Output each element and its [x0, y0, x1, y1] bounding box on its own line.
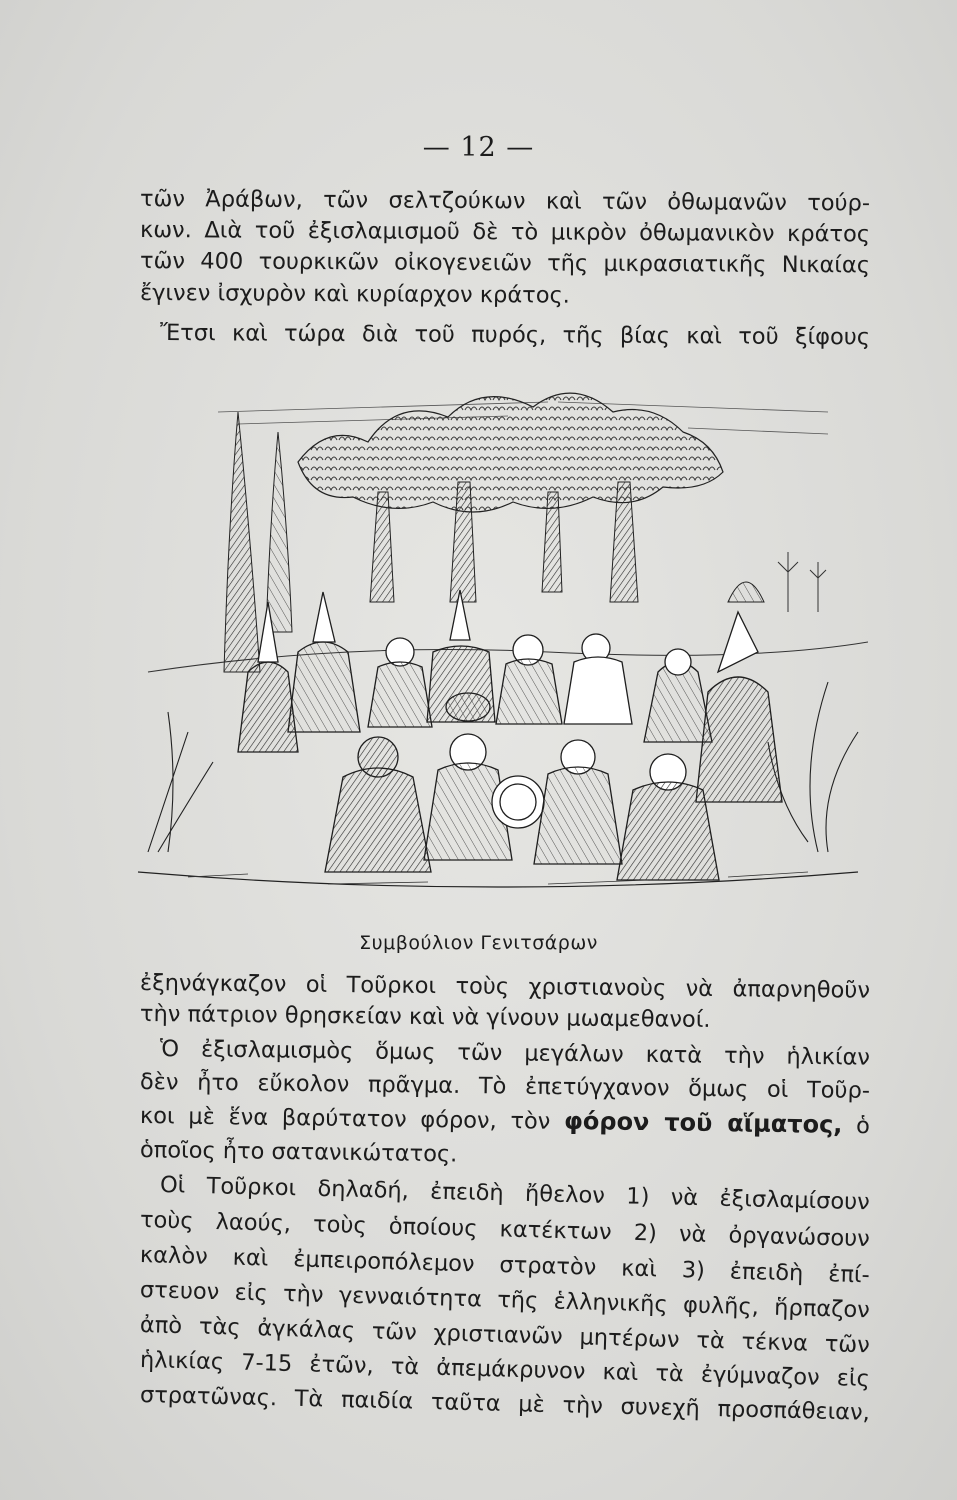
illustration-caption: Συμβούλιον Γενιτσάρων [359, 932, 598, 954]
text-line: ἡλικίας 7-15 ἐτῶν, τὰ ἀπεμάκρυνον καὶ τὰ ἐγύμναζον εἰς [139, 1347, 871, 1393]
text-line: Ὁ ἐξισλαμισμὸς ὅμως τῶν μεγάλων κατὰ τὴν ἡλικίαν [159, 1036, 871, 1071]
text-line: δὲν ἦτο εὔκολον πρᾶγμα. Τὸ ἐπετύγχανον ὅμως οἱ Τοῦρ- [139, 1069, 871, 1104]
text-line: στευον εἰς τὴν γενναιότητα τῆς ἑλληνικῆς φυλῆς, ἥρπαζον [139, 1277, 871, 1324]
text-line: τῶν Ἀράβων, τῶν σελτζούκων καὶ τῶν ὀθωμανῶν τούρ- [139, 186, 871, 217]
text-line: Οἱ Τοῦρκοι δηλαδή, ἐπειδὴ ἤθελον 1) νὰ ἐξισλαμίσουν [159, 1172, 871, 1216]
text-line: καλὸν καὶ ἐμπειροπόλεμον στρατὸν καὶ 3) ἐπειδὴ ἐπί- [139, 1242, 871, 1289]
text-line: στρατῶνας. Τὰ παιδία ταῦτα μὲ τὴν συνεχῆ προσπάθειαν, [139, 1382, 871, 1426]
page-number: — 12 — [422, 132, 535, 163]
text-line: ἐξηνάγκαζον οἱ Τοῦρκοι τοὺς χριστιανοὺς νὰ ἀπαρνηθοῦν [139, 970, 871, 1004]
text-line: ἔγινεν ἰσχυρὸν καὶ κυρίαρχον κράτος. [139, 280, 570, 309]
text-line: τοὺς λαούς, τοὺς ὁποίους κατέκτων 2) νὰ ὀργανώσουν [139, 1207, 871, 1253]
text-line: τὴν πάτριον θρησκείαν καὶ νὰ γίνουν μωαμεθανοί. [139, 1001, 711, 1033]
text-line-with-emphasis [140, 1100, 870, 1141]
text-segment: κοι μὲ ἕνα βαρύτατον φόρον, τὸν [139, 1103, 551, 1135]
text-segment: ὁ [855, 1113, 871, 1140]
emphasized-phrase: φόρον τοῦ αἵματος, [563, 1106, 843, 1139]
text-line: ἀπὸ τὰς ἀγκάλας τῶν χριστιανῶν μητέρων τὰ τέκνα τῶν [139, 1312, 871, 1359]
text-line: Ἔτσι καὶ τώρα διὰ τοῦ πυρός, τῆς βίας καὶ τοῦ ξίφους [159, 320, 871, 351]
text-line: κων. Διὰ τοῦ ἐξισλαμισμοῦ δὲ τὸ μικρὸν ὀθωμανικὸν κράτος [139, 217, 871, 248]
text-line: τῶν 400 τουρκικῶν οἰκογενειῶν τῆς μικρασιατικῆς Νικαίας [139, 248, 871, 279]
janissary-council-illustration [128, 372, 868, 912]
text-line: ὁποῖος ἦτο σατανικώτατος. [139, 1137, 458, 1168]
